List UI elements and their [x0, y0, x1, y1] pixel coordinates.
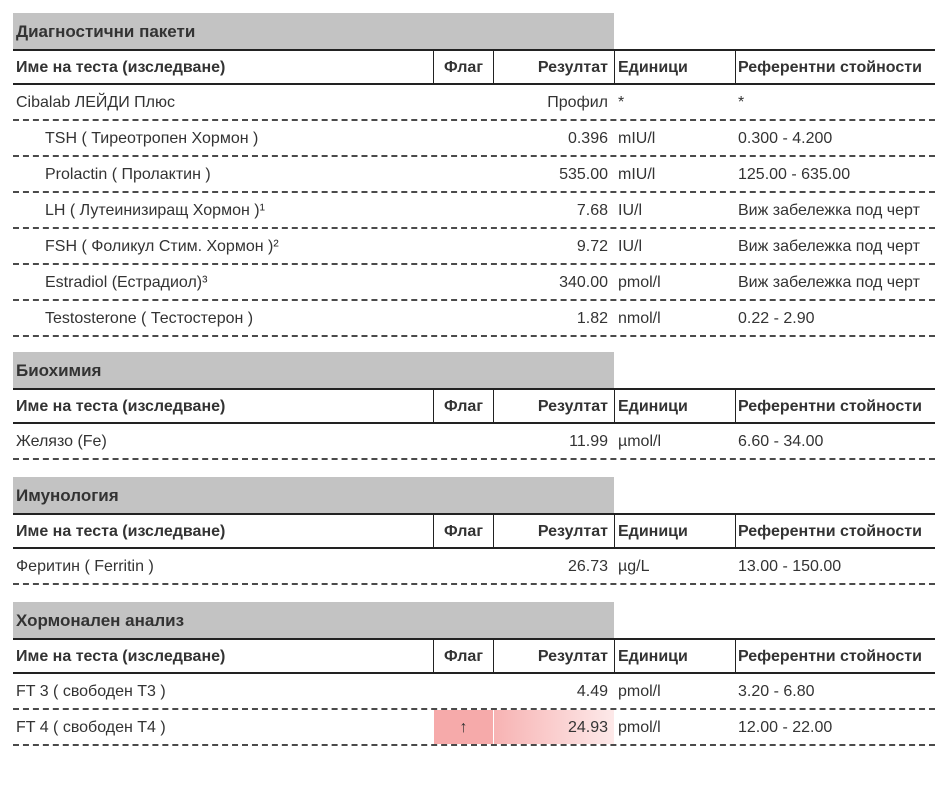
column-header-reference: Референтни стойности	[738, 523, 922, 540]
test-reference: 0.22 - 2.90	[738, 310, 815, 327]
test-name: Феритин ( Ferritin )	[16, 558, 154, 575]
column-header-units: Единици	[618, 398, 688, 415]
column-header-name: Име на теста (изследване)	[16, 523, 226, 540]
test-reference: 125.00 - 635.00	[738, 166, 851, 183]
test-reference: Виж забележка под черт	[738, 274, 920, 291]
test-units: *	[618, 94, 625, 111]
section-title: Биохимия	[13, 352, 614, 388]
section-biochemistry	[13, 352, 935, 460]
test-name: LH ( Лутеинизиращ Хормон )¹	[45, 202, 265, 219]
test-result: 4.49	[576, 683, 608, 700]
test-name: FSH ( Фоликул Стим. Хормон )²	[45, 238, 279, 255]
table-row	[13, 424, 935, 460]
column-header-flag: Флаг	[444, 59, 483, 76]
test-result: 340.00	[559, 274, 608, 291]
test-result: 0.396	[567, 130, 608, 147]
table-header	[13, 513, 935, 549]
table-row	[13, 193, 935, 229]
high-flag-arrow-icon: ↑	[434, 710, 493, 744]
column-header-units: Единици	[618, 523, 688, 540]
test-units: mIU/l	[618, 166, 656, 183]
column-divider	[614, 51, 615, 83]
test-units: mIU/l	[618, 130, 656, 147]
test-result: 1.82	[576, 310, 608, 327]
column-divider	[735, 51, 736, 83]
test-units: pmol/l	[618, 683, 661, 700]
column-divider	[735, 640, 736, 672]
column-divider	[735, 515, 736, 547]
test-name: Prolactin ( Пролактин )	[45, 166, 211, 183]
test-units: pmol/l	[618, 274, 661, 291]
column-header-reference: Референтни стойности	[738, 398, 922, 415]
test-units: nmol/l	[618, 310, 661, 327]
column-header-reference: Референтни стойности	[738, 648, 922, 665]
test-reference: Виж забележка под черт	[738, 202, 920, 219]
column-header-units: Единици	[618, 59, 688, 76]
test-flag	[434, 121, 493, 155]
table-row	[13, 301, 935, 337]
column-header-name: Име на теста (изследване)	[16, 59, 226, 76]
section-title: Диагностични пакети	[13, 13, 614, 49]
test-flag	[434, 193, 493, 227]
test-reference: Виж забележка под черт	[738, 238, 920, 255]
column-header-result: Резултат	[537, 523, 608, 540]
column-header-flag: Флаг	[444, 523, 483, 540]
column-divider	[614, 390, 615, 422]
table-row	[13, 229, 935, 265]
column-header-name: Име на теста (изследване)	[16, 648, 226, 665]
test-result-abnormal: 24.93	[494, 710, 614, 744]
column-divider	[614, 515, 615, 547]
test-result: 11.99	[569, 433, 608, 450]
test-result: 7.68	[576, 202, 608, 219]
column-header-units: Единици	[618, 648, 688, 665]
section-title: Имунология	[13, 477, 614, 513]
test-name: Testosterone ( Тестостерон )	[45, 310, 254, 327]
test-flag	[434, 549, 493, 583]
test-flag	[434, 301, 493, 335]
test-result: Профил	[547, 94, 608, 111]
test-result: 9.72	[576, 238, 608, 255]
test-flag	[434, 85, 493, 119]
section-title: Хормонален анализ	[13, 602, 614, 638]
test-flag	[434, 157, 493, 191]
test-units: IU/l	[618, 238, 642, 255]
table-row	[13, 157, 935, 193]
column-header-flag: Флаг	[444, 398, 483, 415]
test-units: pmol/l	[618, 719, 661, 736]
test-flag	[434, 229, 493, 263]
column-divider	[614, 640, 615, 672]
test-name: FT 4 ( свободен T4 )	[16, 719, 166, 736]
column-divider	[735, 390, 736, 422]
table-row	[13, 265, 935, 301]
table-header	[13, 638, 935, 674]
test-name: Cibalab ЛЕЙДИ Плюс	[16, 94, 175, 111]
test-name: Желязо (Fe)	[16, 433, 107, 450]
test-result: 26.73	[567, 558, 608, 575]
column-header-flag: Флаг	[444, 648, 483, 665]
test-reference: 12.00 - 22.00	[738, 719, 833, 736]
column-header-result: Резултат	[537, 59, 608, 76]
table-row	[13, 710, 935, 746]
test-name: TSH ( Тиреотропен Хормон )	[45, 130, 259, 147]
test-name: Estradiol (Естрадиол)³	[45, 274, 208, 291]
test-flag	[434, 265, 493, 299]
test-name: FT 3 ( свободен T3 )	[16, 683, 166, 700]
table-header	[13, 49, 935, 85]
column-header-name: Име на теста (изследване)	[16, 398, 226, 415]
column-header-reference: Референтни стойности	[738, 59, 922, 76]
table-header	[13, 388, 935, 424]
table-row	[13, 674, 935, 710]
section-immunology	[13, 477, 935, 585]
test-reference: 6.60 - 34.00	[738, 433, 824, 450]
column-header-result: Резултат	[537, 648, 608, 665]
test-reference: 13.00 - 150.00	[738, 558, 842, 575]
section-diagnostic-packages	[13, 13, 935, 337]
test-flag	[434, 674, 493, 708]
column-header-result: Резултат	[537, 398, 608, 415]
test-units: IU/l	[618, 202, 642, 219]
test-reference: 0.300 - 4.200	[738, 130, 833, 147]
test-result: 535.00	[559, 166, 608, 183]
section-hormonal-analysis	[13, 602, 935, 746]
table-row	[13, 549, 935, 585]
test-flag	[434, 424, 493, 458]
test-reference: 3.20 - 6.80	[738, 683, 815, 700]
test-reference: *	[738, 94, 745, 111]
table-row	[13, 85, 935, 121]
test-units: µmol/l	[618, 433, 661, 450]
test-units: µg/L	[618, 558, 650, 575]
table-row	[13, 121, 935, 157]
